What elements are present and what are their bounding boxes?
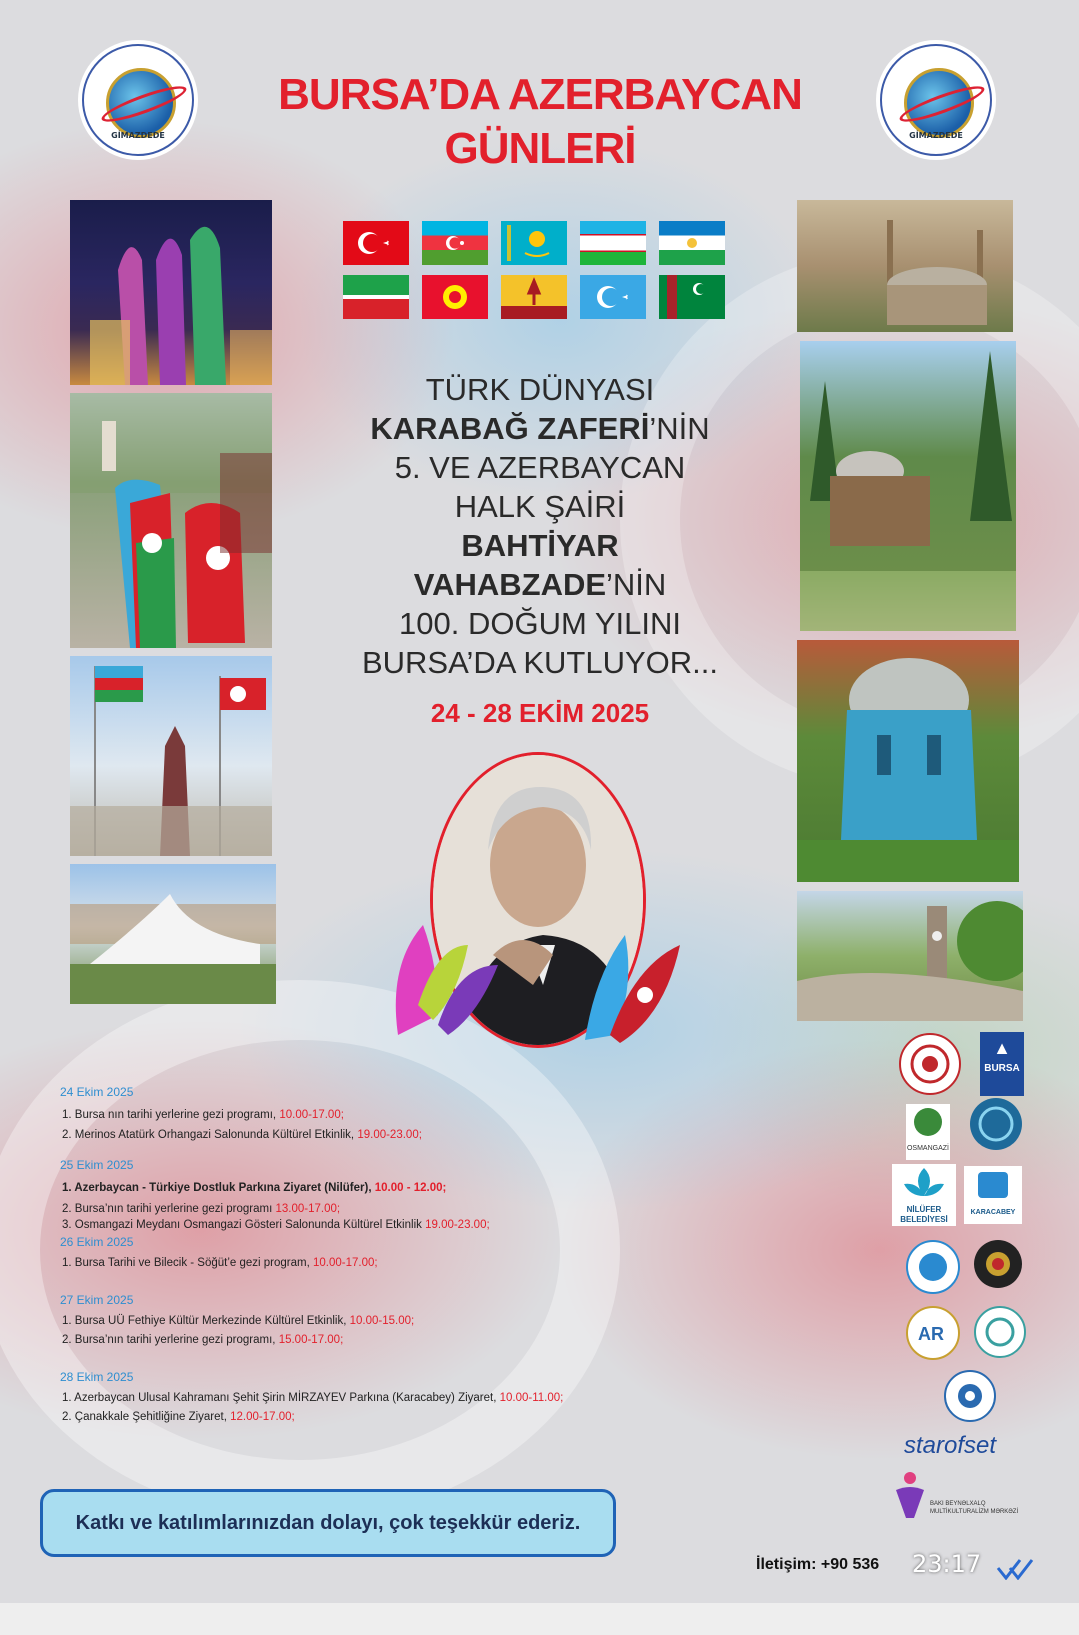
bursa-municipality-logo [980, 1032, 1024, 1096]
bottom-strip [0, 1603, 1079, 1635]
gimazdede-seal-left [82, 44, 194, 156]
seal-label: GİMAZDEDE [111, 131, 165, 140]
association-logo [974, 1306, 1026, 1358]
foundation-logo [944, 1370, 996, 1422]
heading-line-2 [310, 409, 770, 448]
photo-flame-towers [70, 200, 272, 385]
flag-bashkortostan-icon [659, 221, 725, 265]
schedule-item-time: 10.00 - 12.00; [374, 1182, 447, 1194]
flag-kyrgyzstan-icon [422, 275, 488, 319]
photo-heydar-aliyev-center [70, 864, 276, 1004]
schedule-item-time: 19.00-23.00; [425, 1219, 490, 1231]
schedule-item-time: 15.00-17.00; [278, 1334, 344, 1346]
heading-line-7: 100. DOĞUM YILINI [399, 606, 681, 641]
schedule-item-text: 2. Bursa’nın tarihi yerlerine gezi programı, [62, 1334, 279, 1346]
poster-title-line1: BURSA’DA AZERBAYCAN [278, 70, 802, 119]
schedule-date: 25 Ekim 2025 [60, 1158, 134, 1172]
photo-martyrs-alley [70, 393, 272, 648]
flag-azerbaijan-icon [422, 221, 488, 265]
schedule-item-time: 19.00-23.00; [357, 1129, 422, 1141]
mosque-garden-illustration [800, 341, 1016, 631]
schedule-item-time: 10.00-15.00; [349, 1315, 415, 1327]
flower-ornament-icon [378, 905, 508, 1045]
schedule-item-time: 13.00-17.00; [275, 1203, 341, 1215]
baki-multicultural-label: BAKI BEYNƏLXALQ MULTİKULTURALİZM MƏRKƏZİ [930, 1501, 1019, 1515]
schedule-item-time: 10.00-17.00; [279, 1109, 344, 1121]
schedule-date: 27 Ekim 2025 [60, 1293, 134, 1307]
karacabey-logo [964, 1166, 1022, 1224]
heading-bahtiyar: BAHTİYAR [461, 528, 619, 563]
heading-line-1: TÜRK DÜNYASI [425, 372, 655, 407]
clock-tower-illustration [797, 891, 1023, 1021]
photo-green-mosque-garden [800, 341, 1016, 631]
uludag-university-logo [970, 1098, 1022, 1150]
schedule-item [62, 1257, 378, 1269]
schedule-item-text: 1. Bursa UÜ Fethiye Kültür Merkezinde Kültürel Etkinlik, [62, 1315, 350, 1327]
photo-bursa-city [797, 200, 1013, 332]
seal-label: GİMAZDEDE [909, 131, 963, 140]
clock-overlay: 23:17 [912, 1550, 982, 1578]
event-dates: 24 - 28 EKİM 2025 [430, 698, 650, 728]
ministry-of-culture-logo [899, 1033, 961, 1095]
flame-towers-illustration [70, 200, 272, 385]
globe-icon [106, 68, 176, 138]
schedule-item [62, 1182, 446, 1194]
schedule-item [62, 1203, 340, 1215]
ar-logo [906, 1306, 960, 1360]
schedule-item-text: 2. Çanakkale Şehitliğine Ziyaret, [62, 1411, 231, 1423]
globe-icon [904, 68, 974, 138]
heading-karabag: KARABAĞ ZAFERİ [370, 411, 650, 446]
schedule-date: 26 Ekim 2025 [60, 1235, 134, 1249]
baki-multicultural-logo-icon [890, 1470, 930, 1520]
tomb-illustration [797, 640, 1019, 882]
schedule-item-time: 10.00-17.00; [312, 1257, 378, 1269]
tulip-ornament-icon [575, 925, 685, 1045]
osmangazi-logo [906, 1104, 950, 1160]
schedule-item [62, 1392, 563, 1404]
heading-suffix: ’NİN [649, 411, 710, 446]
heading-line-8: BURSA’DA KUTLUYOR... [361, 645, 718, 680]
heading-vahabzade: VAHABZADE [413, 567, 607, 602]
checkmark-icon [996, 1558, 1036, 1580]
schedule-item-time: 12.00-17.00; [230, 1411, 295, 1423]
gimazdede-seal-right [880, 44, 992, 156]
monument-illustration [70, 656, 272, 856]
heading-line-6 [310, 565, 770, 604]
heading-line-3: 5. VE AZERBAYCAN [394, 450, 686, 485]
nilufer-logo [892, 1164, 956, 1226]
schedule-item-text: 1. Bursa Tarihi ve Bilecik - Söğüt’e gezi program, [62, 1257, 313, 1269]
contact-info: İletişim: +90 536 [756, 1556, 880, 1573]
bursa-logo-mark: ▲ [993, 1038, 1011, 1058]
schedule-item-text: 1. Azerbaycan Ulusal Kahramanı Şehit Şirin MİRZAYEV Parkına (Karacabey) Ziyaret, [62, 1392, 500, 1404]
modern-building-illustration [70, 864, 276, 1004]
heading-line-5 [310, 526, 770, 565]
schedule-item-text: 2. Merinos Atatürk Orhangazi Salonunda Kültürel Etkinlik, [62, 1129, 358, 1141]
schedule-item-time: 10.00-11.00; [499, 1392, 564, 1404]
flag-turkey-icon [343, 221, 409, 265]
nilufer-label: NİLÜFER BELEDİYESİ [900, 1205, 948, 1224]
karacabey-label: KARACABEY [970, 1209, 1016, 1216]
schedule-item-text: 3. Osmangazi Meydanı Osmangazi Gösteri Salonunda Kültürel Etkinlik [62, 1219, 426, 1231]
schedule-date: 28 Ekim 2025 [60, 1370, 134, 1384]
thanks-banner: Katkı ve katılımlarınızdan dolayı, çok teşekkür ederiz. [40, 1489, 616, 1557]
bursa-logo-label: BURSA [984, 1063, 1020, 1074]
flag-bearers-illustration [70, 393, 272, 648]
photo-green-tomb [797, 640, 1019, 882]
heading-line-4: HALK ŞAİRİ [454, 489, 626, 524]
star-ofset-logo: starofset [904, 1432, 997, 1459]
photo-monument-flags [70, 656, 272, 856]
flag-chuvashia-icon [501, 275, 567, 319]
osmangazi-label: OSMANGAZİ [906, 1145, 949, 1152]
heading-suffix: ’NİN [606, 567, 667, 602]
schedule-item [62, 1315, 414, 1327]
flag-kazakhstan-icon [501, 221, 567, 265]
emblem-logo [974, 1240, 1022, 1288]
schedule-date: 24 Ekim 2025 [60, 1085, 134, 1099]
schedule-item-text: 1. Bursa nın tarihi yerlerine gezi programı, [62, 1109, 280, 1121]
turkic-council-logo [906, 1240, 960, 1294]
flag-tatarstan-icon [343, 275, 409, 319]
schedule-item [62, 1334, 343, 1346]
schedule-item-text: 1. Azerbaycan - Türkiye Dostluk Parkına Ziyaret (Nilüfer), [62, 1182, 375, 1194]
schedule-item [62, 1219, 490, 1231]
schedule-item-text: 2. Bursa’nın tarihi yerlerine gezi programı [62, 1203, 276, 1215]
flag-uzbekistan-icon [580, 221, 646, 265]
flag-turkmenistan-icon [659, 275, 725, 319]
city-illustration [797, 200, 1013, 332]
schedule-item [62, 1109, 344, 1121]
flag-east-turkestan-icon [580, 275, 646, 319]
schedule-item [62, 1411, 295, 1423]
poster-title-line2: GÜNLERİ [444, 124, 636, 173]
svg-text:AR: AR [918, 1324, 944, 1344]
crescent-shape [0, 980, 620, 1520]
schedule-item [62, 1129, 422, 1141]
photo-clock-tower [797, 891, 1023, 1021]
